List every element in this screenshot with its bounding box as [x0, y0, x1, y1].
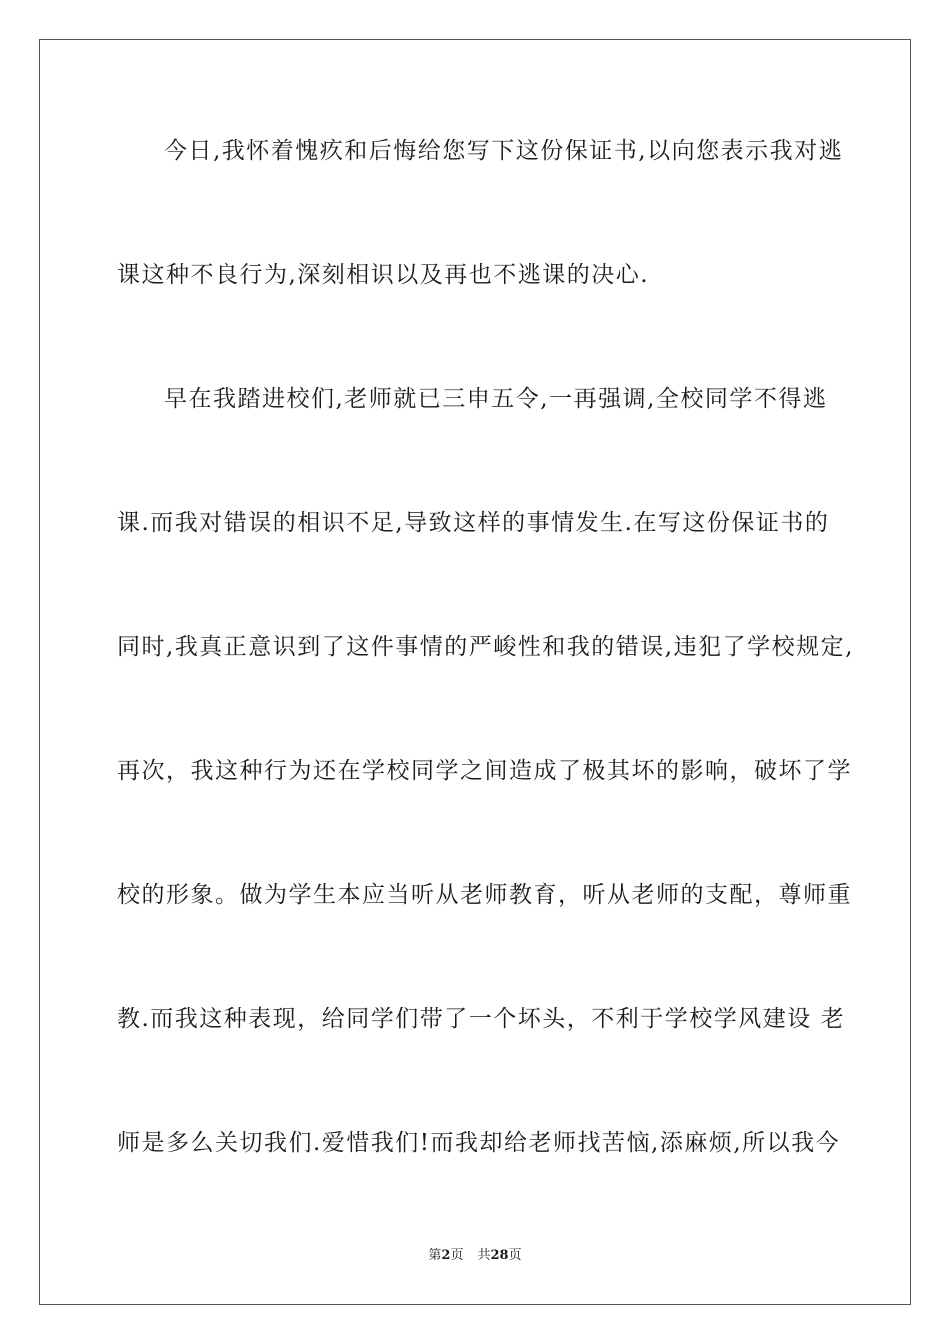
text-line: 再次，我这种行为还在学校同学之间造成了极其坏的影响，破坏了学 — [117, 758, 852, 784]
page-number-prefix: 第 — [428, 1248, 442, 1263]
total-pages-suffix: 页 — [508, 1248, 522, 1263]
text-line: 校的形象。做为学生本应当听从老师教育，听从老师的支配，尊师重 — [117, 882, 852, 908]
text-line: 教.而我这种表现，给同学们带了一个坏头，不利于学校学风建设 老 — [117, 1006, 846, 1032]
page-footer — [0, 1248, 950, 1264]
text-line: 课这种不良行为,深刻相识以及再也不逃课的决心. — [117, 262, 650, 288]
text-line: 同时,我真正意识到了这件事情的严峻性和我的错误,违犯了学校规定, — [117, 634, 854, 660]
page-number: 2 — [441, 1248, 451, 1263]
total-pages: 28 — [490, 1248, 509, 1263]
text-line: 今日,我怀着愧疚和后悔给您写下这份保证书,以向您表示我对逃 — [164, 138, 844, 164]
text-line: 师是多么关切我们.爱惜我们!而我却给老师找苦恼,添麻烦,所以我今 — [117, 1130, 841, 1156]
text-line: 课.而我对错误的相识不足,导致这样的事情发生.在写这份保证书的 — [117, 510, 830, 536]
total-pages-prefix: 共 — [477, 1248, 491, 1263]
page-number-suffix: 页 — [450, 1248, 464, 1263]
page-border — [39, 39, 911, 1305]
text-line: 早在我踏进校们,老师就已三申五令,一再强调,全校同学不得逃 — [164, 386, 828, 412]
